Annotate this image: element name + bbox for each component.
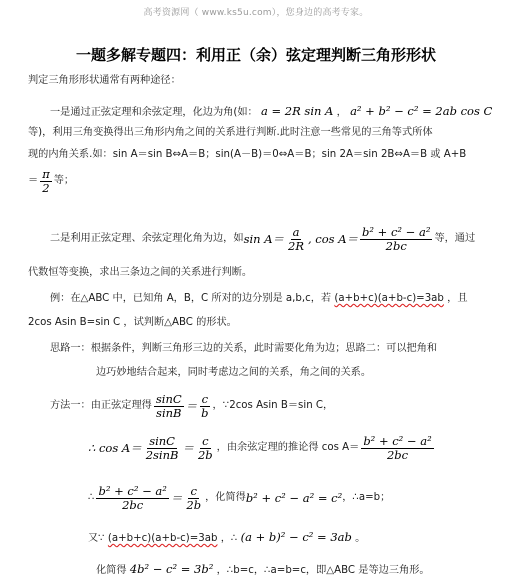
fraction-cos-a-2 bbox=[361, 435, 433, 460]
way1-text-d-suffix: 等； bbox=[53, 175, 75, 186]
way1-line-2 bbox=[28, 126, 498, 140]
method1-line-1 bbox=[50, 388, 512, 424]
frac-den: 2b bbox=[186, 497, 202, 512]
way2-line-2 bbox=[28, 266, 498, 280]
frac-den: 2R bbox=[288, 238, 304, 253]
formula-cosine-rule: a² + b² − c² = 2ab cos C bbox=[350, 104, 493, 118]
example-line-2 bbox=[28, 316, 498, 330]
frac-num: sinC bbox=[149, 434, 175, 449]
frac-num: b² + c² − a² bbox=[362, 225, 431, 240]
method1-again: 又∵ bbox=[88, 533, 105, 544]
fraction-c-over-2b-2 bbox=[184, 485, 203, 510]
simplified-eq-2: (a + b)² − c² = 3ab bbox=[240, 530, 352, 544]
way2-line-1 bbox=[50, 222, 512, 256]
formula-sine-rule: a = 2R sin A bbox=[260, 104, 334, 118]
thinking-text-1: 思路一：根据条件，判断三角形三边的关系，此时需要化角为边；思路二：可以把角和 bbox=[50, 343, 438, 354]
therefore-cos: ∴ cos A＝ bbox=[88, 441, 142, 455]
frac-den: sinB bbox=[156, 405, 182, 420]
fraction-sinc-over-sinb bbox=[154, 393, 184, 418]
way1-text-a: 一是通过正弦定理和余弦定理，化边为角(如： bbox=[50, 107, 258, 118]
way2-text-c: 代数恒等变换，求出三条边之间的关系进行判断。 bbox=[28, 267, 253, 278]
equals: ＝ bbox=[170, 491, 183, 505]
site-banner-text: 高考资源网（ www.ks5u.com），您身边的高考专家。 bbox=[143, 7, 369, 18]
intro-text: 判定三角形形状通常有两种途径： bbox=[28, 75, 181, 86]
method1-line-2 bbox=[88, 428, 512, 468]
way1-line-1: 一是通过正弦定理和余弦定理，化边为角(如： a = 2R sin A ， a² + b² − c² = 2ab cos C bbox=[50, 104, 493, 118]
fraction-pi-over-2 bbox=[40, 168, 52, 193]
frac-den: 2bc bbox=[385, 238, 407, 253]
equals: ＝ bbox=[185, 399, 198, 413]
frac-num: b² + c² − a² bbox=[98, 484, 167, 499]
way1-text-c: 现的内角关系.如：sin A＝sin B⇔A＝B；sin(A－B)＝0⇔A＝B；sin 2A＝sin 2B⇔A＝B 或 A+B bbox=[28, 149, 467, 160]
simplified-eq-1: b² + c² − a² = c² bbox=[245, 491, 343, 505]
simplified-eq-3: 4b² − c² = 3b² bbox=[129, 562, 214, 576]
method1-eq-again: (a+b+c)(a+b-c)=3ab bbox=[107, 533, 218, 544]
method1-text-e: ，∴a=b； bbox=[342, 492, 391, 503]
method1-line-3 bbox=[88, 478, 512, 518]
example-text-a: 例：在△ABC 中，已知角 A，B，C 所对的边分别是 a,b,c，若 bbox=[50, 293, 332, 304]
frac-den: 2 bbox=[42, 180, 50, 195]
example-eq2: 2cos Asin B=sin C bbox=[28, 317, 121, 328]
intro-line bbox=[28, 74, 498, 88]
example-eq1: (a+b+c)(a+b-c)=3ab bbox=[334, 293, 444, 304]
method1-line-4 bbox=[88, 530, 512, 546]
way1-text-b: 等)，利用三角变换得出三角形内角之间的关系进行判断.此时注意一些常见的三角等式所体 bbox=[28, 127, 433, 138]
frac-num: π bbox=[42, 167, 50, 182]
method1-label: 方法一：由正弦定理得 bbox=[50, 400, 152, 411]
thinking-line-1 bbox=[50, 342, 512, 356]
fraction-a-over-2r bbox=[286, 226, 306, 251]
method1-text-b: ，∵2cos Asin B＝sin C， bbox=[212, 400, 334, 411]
frac-num: a bbox=[292, 225, 300, 240]
method1-text-f: ，∴ bbox=[220, 533, 238, 544]
document-title: 一题多解专题四：利用正（余）弦定理判断三角形形状 bbox=[75, 46, 436, 64]
frac-den: b bbox=[201, 405, 209, 420]
way1-line-4 bbox=[28, 166, 498, 196]
fraction-c-over-2b bbox=[196, 435, 215, 460]
site-banner bbox=[0, 0, 512, 22]
frac-num: c bbox=[190, 484, 197, 499]
fraction-c-over-b bbox=[199, 393, 210, 418]
example-line-1 bbox=[50, 292, 512, 306]
method1-dot: 。 bbox=[355, 533, 366, 544]
way1-line-3 bbox=[28, 148, 498, 162]
method1-final-b: ，∴b=c，∴a=b=c，即△ABC 是等边三角形。 bbox=[216, 565, 430, 576]
method1-final-a: 化简得 bbox=[96, 565, 127, 576]
way1-text-d-prefix: ＝ bbox=[28, 175, 39, 186]
frac-num: c bbox=[201, 392, 209, 407]
sin-lhs: sin A＝ bbox=[243, 232, 285, 246]
fraction-sinc-over-2sinb bbox=[144, 435, 181, 460]
example-text-b: ，且 bbox=[447, 293, 468, 304]
method1-text-c: ，由余弦定理的推论得 cos A＝ bbox=[216, 442, 360, 453]
fraction-cos-a bbox=[360, 226, 432, 251]
method1-line-5 bbox=[96, 562, 512, 578]
therefore-symbol: ∴ bbox=[88, 492, 95, 503]
frac-den: 2b bbox=[197, 447, 213, 462]
frac-num: b² + c² − a² bbox=[363, 434, 432, 449]
frac-num: sinC bbox=[155, 392, 182, 407]
way2-text-b: 等，通过 bbox=[434, 233, 476, 244]
way2-text-a: 二是利用正弦定理、余弦定理化角为边，如 bbox=[50, 233, 244, 244]
example-text-c: ，试判断△ABC 的形状。 bbox=[123, 317, 237, 328]
method1-text-d: ，化简得 bbox=[205, 492, 246, 503]
frac-den: 2bc bbox=[386, 447, 409, 462]
cos-lhs: , cos A＝ bbox=[308, 232, 359, 246]
frac-den: 2sinB bbox=[145, 447, 179, 462]
equals: ＝ bbox=[182, 441, 194, 455]
thinking-line-2 bbox=[96, 366, 512, 380]
fraction-cos-a-3 bbox=[96, 485, 168, 510]
thinking-text-2: 边巧妙地结合起来，同时考虑边之间的关系，角之间的关系。 bbox=[96, 367, 372, 378]
frac-den: 2bc bbox=[122, 497, 144, 512]
frac-num: c bbox=[202, 434, 209, 449]
